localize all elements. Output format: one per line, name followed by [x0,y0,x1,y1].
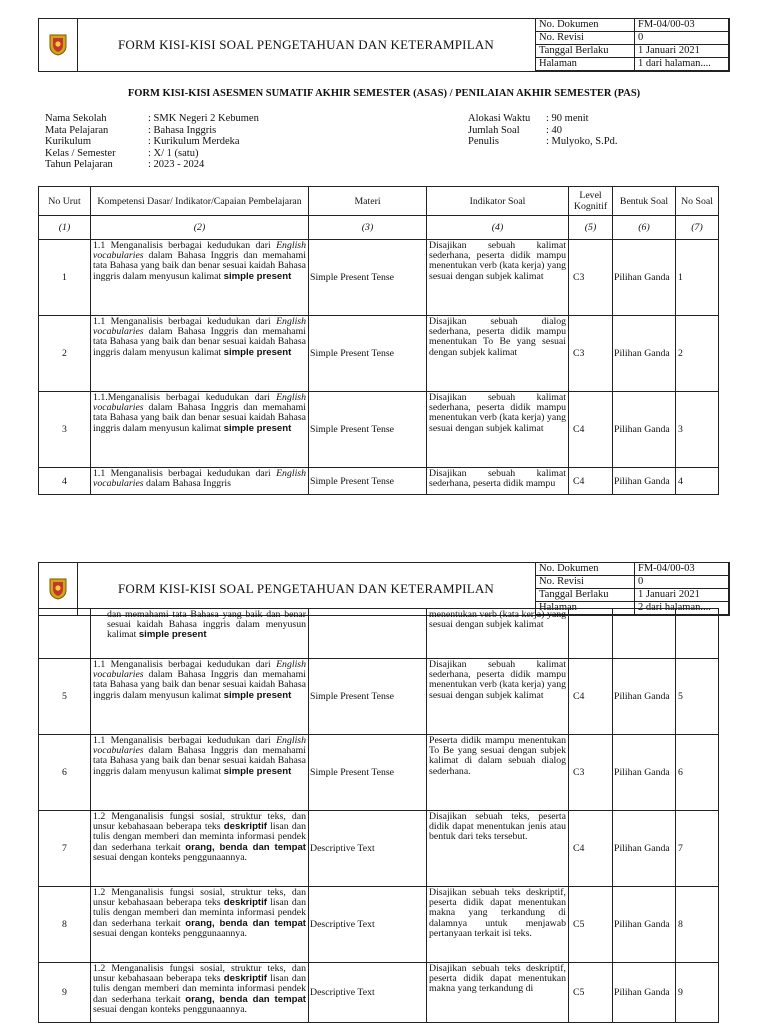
indikator-cell: Disajikan sebuah kalimat sederhana, peserta didik mampu menentukan verb (kata kerja) yang sesuai dengan subjek kalimat [427,392,569,468]
kd-bold-text: deskriptif [223,821,267,833]
level-cell: C5 [569,887,613,963]
continuation-row [39,609,719,659]
indikator-cell: menentukan verb (kata kerja) yang sesuai dengan subjek kalimat [427,609,569,659]
indikator-cell: Disajikan sebuah teks deskriptif, peserta didik dapat menentukan makna yang terkandung di dalamnya untuk menjawab pertanyaan terkait isi teks. [427,887,569,963]
col-header-kd: Kompetensi Dasar/ Indikator/Capaian Pembelajaran [91,187,309,216]
materi-cell: Descriptive Text [309,963,427,1023]
info-value: : Bahasa Inggris [148,124,217,136]
kd-cell: 1.2 Menganalisis fungsi sosial, struktur teks, dan unsur kebahasaan beberapa teks deskriptif lisan dan tulis dengan memberi dan meminta informasi pendek dan sederhana terkait orang, benda dan tempat sesuai dengan konteks penggunaannya. [91,963,309,1023]
row-number: 9 [39,963,91,1023]
column-index-row [39,216,719,240]
no-soal-cell: 2 [676,316,719,392]
meta-label: Halaman [536,602,635,615]
meta-value: FM-04/00-03 [635,563,729,576]
materi-cell: Descriptive Text [309,811,427,887]
row-number: 2 [39,316,91,392]
no-soal-cell: 1 [676,240,719,316]
row-number: 1 [39,240,91,316]
info-value: : Kurikulum Merdeka [148,136,240,147]
indikator-cell: Peserta didik mampu menentukan To Be yang sesuai dengan subjek kalimat di dalam sebuah dialog sederhana. [427,735,569,811]
kd-italic-text: English vocabularies [93,240,306,262]
level-cell: C3 [569,735,613,811]
info-label: Tahun Pelajaran [45,159,113,170]
no-soal-cell: 6 [676,735,719,811]
kisi-kisi-table-page-1 [38,186,719,495]
materi-cell: Simple Present Tense [309,735,427,811]
logo-cell [39,19,78,71]
materi-cell: Descriptive Text [309,887,427,963]
kd-cell: dan memahami tata Bahasa yang baik dan benar sesuai kaidah Bahasa inggris dalam menyusun kalimat simple present [91,609,309,659]
indikator-cell: Disajikan sebuah kalimat sederhana, peserta didik mampu [427,468,569,495]
kd-bold-text: simple present [223,270,292,282]
kd-cell: 1.1.Menganalisis berbagai kedudukan dari English vocabularies dalam Bahasa Inggris dan memahami tata Bahasa yang baik dan benar sesuai kaidah Bahasa inggris dalam menyusun kalimat simple present [91,392,309,468]
materi-cell: Simple Present Tense [309,468,427,495]
page-1 [38,18,730,490]
indikator-cell: Disajikan sebuah kalimat sederhana, peserta didik mampu menentukan verb (kata kerja) yang sesuai dengan subjek kalimat [427,659,569,735]
kd-bold-text: orang, benda dan tempat [185,917,306,929]
form-title: FORM KISI-KISI SOAL PENGETAHUAN DAN KETERAMPILAN [117,37,495,52]
table-row [39,963,719,1023]
col-header-no-soal: No Soal [676,187,719,216]
table-row [39,735,719,811]
meta-label: Tanggal Berlaku [536,45,635,58]
document-meta-table [535,18,729,71]
bentuk-cell: Pilihan Ganda [613,963,676,1023]
meta-label: No. Dokumen [536,19,635,32]
no-soal-cell: 5 [676,659,719,735]
no-soal-cell: 8 [676,887,719,963]
col-header-level: Level Kognitif [569,187,613,216]
no-soal-cell: 3 [676,392,719,468]
meta-value: 0 [635,576,729,589]
kd-cell: 1.1 Menganalisis berbagai kedudukan dari English vocabularies dalam Bahasa Inggris dan memahami tata Bahasa yang baik dan benar sesuai kaidah Bahasa inggris dalam menyusun kalimat simple present [91,316,309,392]
kd-cell: 1.2 Menganalisis fungsi sosial, struktur teks, dan unsur kebahasaan beberapa teks deskriptif lisan dan tulis dengan memberi dan meminta informasi pendek dan sederhana terkait orang, benda dan tempat sesuai dengan konteks penggunaannya. [91,811,309,887]
kd-bold-text: deskriptif [223,897,267,909]
level-cell: C3 [569,240,613,316]
kd-cell: 1.1 Menganalisis berbagai kedudukan dari English vocabularies dalam Bahasa Inggris [91,468,309,495]
col-header-indikator: Indikator Soal [427,187,569,216]
row-number: 6 [39,735,91,811]
level-cell: C5 [569,963,613,1023]
form-header [38,18,730,72]
kd-bold-text: orang, benda dan tempat [185,841,306,853]
info-value: : 2023 - 2024 [148,159,205,170]
kd-italic-text: English vocabularies [93,659,306,681]
materi-cell [309,609,427,659]
kd-cell: 1.1 Menganalisis berbagai kedudukan dari English vocabularies dalam Bahasa Inggris dan memahami tata Bahasa yang baik dan benar sesuai kaidah Bahasa inggris dalam menyusun kalimat simple present [91,659,309,735]
kd-bold-text: simple present [223,689,292,701]
info-row [45,113,259,125]
level-cell: C4 [569,811,613,887]
info-label: Jumlah Soal [468,124,520,136]
kd-cell: 1.1 Menganalisis berbagai kedudukan dari English vocabularies dalam Bahasa Inggris dan memahami tata Bahasa yang baik dan benar sesuai kaidah Bahasa inggris dalam menyusun kalimat simple present [91,240,309,316]
col-index: (1) [39,216,91,240]
info-label: Kurikulum [45,136,92,147]
row-number: 4 [39,468,91,495]
no-soal-cell [676,609,719,659]
exam-info [468,113,617,148]
kd-italic-text: English vocabularies [93,468,306,490]
table-row [39,468,719,495]
meta-value: 1 Januari 2021 [635,589,729,602]
meta-label: Tanggal Berlaku [536,589,635,602]
bentuk-cell: Pilihan Ganda [613,468,676,495]
bentuk-cell: Pilihan Ganda [613,735,676,811]
meta-value: 1 dari halaman.... [635,58,729,71]
info-value: : X/ 1 (satu) [148,147,199,159]
meta-value: 0 [635,32,729,45]
info-label: Kelas / Semester [45,147,116,159]
kd-italic-text: English vocabularies [93,316,306,338]
table-body [39,240,719,495]
meta-value: FM-04/00-03 [635,19,729,32]
kd-bold-text: simple present [223,765,292,777]
no-soal-cell: 9 [676,963,719,1023]
col-index: (2) [91,216,309,240]
col-index: (6) [613,216,676,240]
kd-bold-text: simple present [223,346,292,358]
kisi-kisi-table-page-2 [38,608,719,1023]
bentuk-cell: Pilihan Ganda [613,392,676,468]
table-row [39,659,719,735]
info-row [45,148,259,160]
kd-bold-text: deskriptif [223,973,267,985]
col-index: (7) [676,216,719,240]
bentuk-cell: Pilihan Ganda [613,887,676,963]
indikator-cell: Disajikan sebuah teks, peserta didik dapat menentukan jenis atau bentuk dari teks tersebut. [427,811,569,887]
col-index: (4) [427,216,569,240]
kd-bold-text: orang, benda dan tempat [185,993,306,1005]
bentuk-cell [613,609,676,659]
col-header-no-urut: No Urut [39,187,91,216]
bentuk-cell: Pilihan Ganda [613,316,676,392]
info-row [468,113,617,125]
info-value: : SMK Negeri 2 Kebumen [148,113,259,124]
level-cell: C3 [569,316,613,392]
kd-bold-text: simple present [138,629,207,641]
kd-cell: 1.2 Menganalisis fungsi sosial, struktur teks, dan unsur kebahasaan beberapa teks deskriptif lisan dan tulis dengan memberi dan meminta informasi pendek dan sederhana terkait orang, benda dan tempat sesuai dengan konteks penggunaannya. [91,887,309,963]
col-header-bentuk: Bentuk Soal [613,187,676,216]
meta-value: 1 Januari 2021 [635,45,729,58]
kd-bold-text: simple present [223,422,292,434]
info-label: Penulis [468,136,499,147]
indikator-cell: Disajikan sebuah dialog sederhana, peserta didik mampu menentukan To Be yang sesuai dengan subjek kalimat [427,316,569,392]
info-row [45,159,259,171]
indikator-cell: Disajikan sebuah teks deskriptif, peserta didik dapat menentukan makna yang terkandung di [427,963,569,1023]
kd-cell: 1.1 Menganalisis berbagai kedudukan dari English vocabularies dalam Bahasa Inggris dan memahami tata Bahasa yang baik dan benar sesuai kaidah Bahasa inggris dalam menyusun kalimat simple present [91,735,309,811]
meta-label: No. Revisi [536,32,635,45]
col-index: (5) [569,216,613,240]
table-body [39,609,719,1023]
kd-italic-text: English vocabularies [93,735,306,757]
meta-label: Halaman [536,58,635,71]
no-soal-cell: 4 [676,468,719,495]
school-logo-icon [49,578,67,600]
col-index: (3) [309,216,427,240]
meta-value: 2 dari halaman.... [635,602,729,615]
table-row [39,240,719,316]
info-row [468,125,617,137]
row-number [39,609,91,659]
meta-label: No. Revisi [536,576,635,589]
row-number: 3 [39,392,91,468]
table-row [39,811,719,887]
row-number: 8 [39,887,91,963]
table-row [39,887,719,963]
kd-italic-text: English vocabularies [93,392,306,414]
bentuk-cell: Pilihan Ganda [613,240,676,316]
materi-cell: Simple Present Tense [309,392,427,468]
level-cell: C4 [569,659,613,735]
bentuk-cell: Pilihan Ganda [613,811,676,887]
form-title: FORM KISI-KISI SOAL PENGETAHUAN DAN KETERAMPILAN [117,581,495,596]
info-value: : 40 [546,124,563,136]
level-cell: C4 [569,392,613,468]
row-number: 7 [39,811,91,887]
materi-cell: Simple Present Tense [309,316,427,392]
info-row [468,136,617,148]
table-row [39,392,719,468]
info-value: : Mulyoko, S.Pd. [546,136,618,147]
info-row [45,136,259,148]
document-title: FORM KISI-KISI ASESMEN SUMATIF AKHIR SEMESTER (ASAS) / PENILAIAN AKHIR SEMESTER (PAS) [127,88,641,99]
info-label: Nama Sekolah [45,113,107,124]
meta-label: No. Dokumen [536,563,635,576]
col-header-materi: Materi [309,187,427,216]
info-label: Alokasi Waktu [468,113,531,124]
bentuk-cell: Pilihan Ganda [613,659,676,735]
row-number: 5 [39,659,91,735]
no-soal-cell: 7 [676,811,719,887]
table-row [39,316,719,392]
level-cell [569,609,613,659]
indikator-cell: Disajikan sebuah kalimat sederhana, peserta didik mampu menentukan verb (kata kerja) yang sesuai dengan subjek kalimat [427,240,569,316]
school-logo-icon [49,34,67,56]
info-label: Mata Pelajaran [45,124,109,136]
materi-cell: Simple Present Tense [309,240,427,316]
school-info [45,113,259,171]
materi-cell: Simple Present Tense [309,659,427,735]
info-row [45,125,259,137]
info-value: : 90 menit [546,113,589,124]
level-cell: C4 [569,468,613,495]
